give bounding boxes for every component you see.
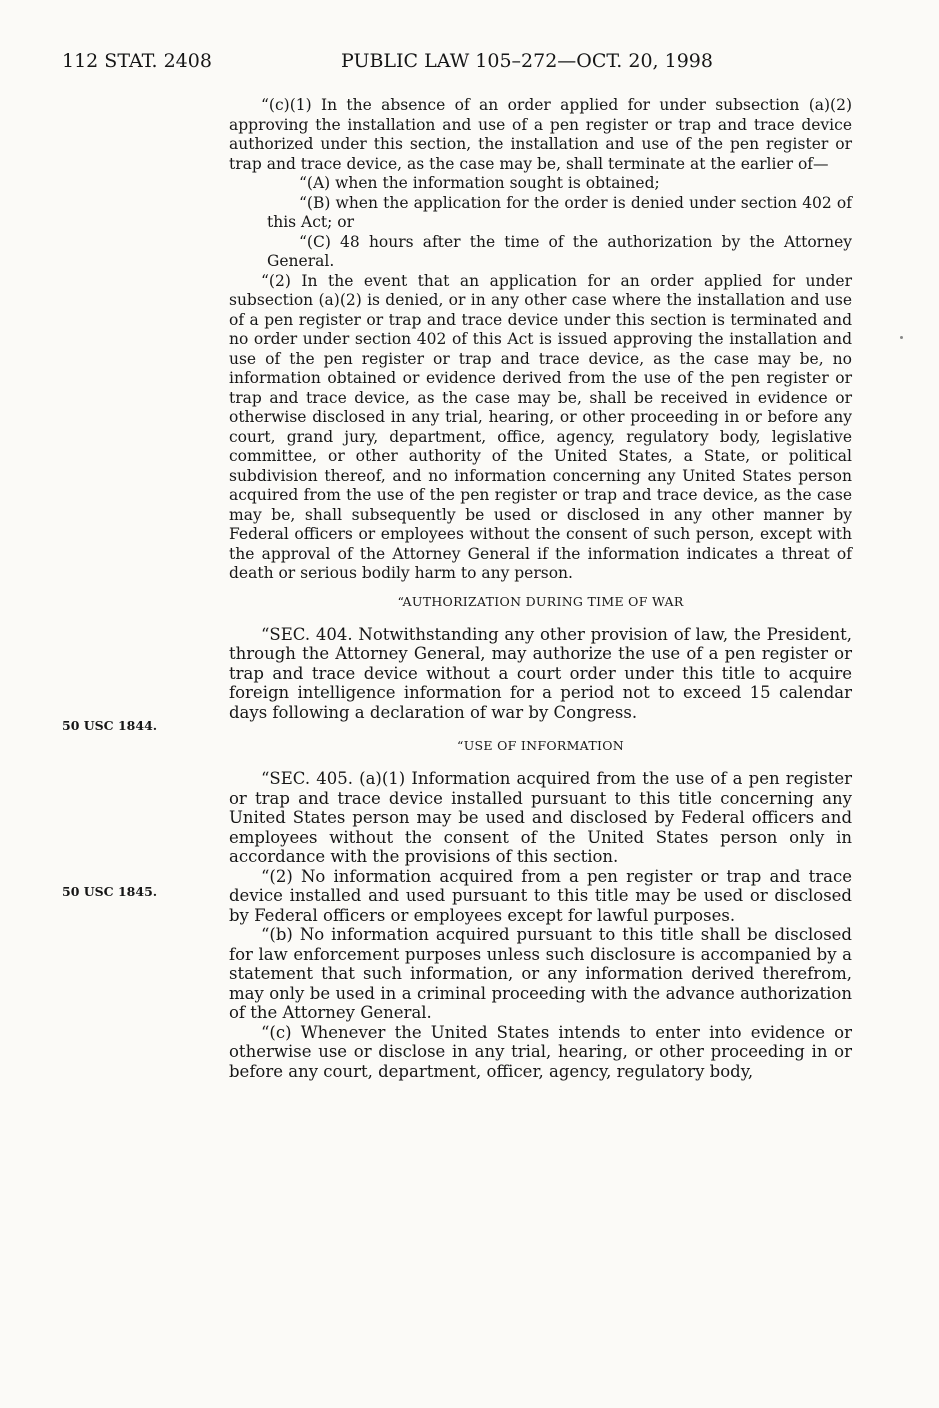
section-405-c: “(c) Whenever the United States intends to enter into evidence or otherwise use or disclose in any trial, hearing, or other proceeding in or before any court, department, officer, agency, regulatory body, bbox=[229, 1022, 852, 1081]
section-405-heading: “USE OF INFORMATION bbox=[457, 738, 624, 753]
body-column bbox=[229, 96, 852, 1081]
item-a: “(A) when the information sought is obtained; bbox=[299, 174, 660, 192]
section-405-a1: “SEC. 405. (a)(1) Information acquired from the use of a pen register or trap and trace device installed pursuant to this title concerning any United States person may be used and disclosed by Federal officers and employees without the consent of the United States person only in accordance with the provisions of this section. bbox=[229, 769, 852, 866]
page-reference: 112 STAT. 2408 bbox=[62, 50, 212, 72]
law-title: PUBLIC LAW 105–272—OCT. 20, 1998 bbox=[341, 50, 713, 72]
margin-note-1845: 50 USC 1845. bbox=[62, 884, 158, 899]
margin-note-1844: 50 USC 1844. bbox=[62, 718, 158, 733]
section-405-b: “(b) No information acquired pursuant to this title shall be disclosed for law enforcement purposes unless such disclosure is accompanied by a statement that such information, or any information derived therefrom, may only be used in a criminal proceeding with the advance authorization of the Attorney General. bbox=[229, 925, 852, 1022]
subsection-c2: “(2) In the event that an application for an order applied for under subsection (a)(2) is denied, or in any other case where the installation and use of a pen register or trap and trace device under this section is terminated and no order under section 402 of this Act is issued approving the installation and use of the pen register or trap and trace device, as the case may be, no information obtained or evidence derived from the use of the pen register or trap and trace device, as the case may be, shall be received in evidence or otherwise disclosed in any trial, hearing, or other proceeding in or before any court, grand jury, department, office, agency, regulatory body, legislative committee, or other authority of the United States, a State, or political subdivision thereof, and no information concerning any United States person acquired from the use of the pen register or trap and trace device, as the case may be, shall subsequently be used or disclosed in any other manner by Federal officers or employees without the consent of such person, except with the approval of the Attorney General if the information indicates a threat of death or serious bodily harm to any person. bbox=[229, 271, 852, 582]
section-404-text: “SEC. 404. Notwithstanding any other provision of law, the President, through the Attorney General, may authorize the use of a pen register or trap and trace device without a court order under this title to acquire foreign intelligence information for a period not to exceed 15 calendar days following a declaration of war by Congress. bbox=[229, 624, 852, 722]
page-header bbox=[62, 50, 762, 80]
section-404-heading: “AUTHORIZATION DURING TIME OF WAR bbox=[397, 593, 684, 609]
item-c: “(C) 48 hours after the time of the authorization by the Attorney General. bbox=[267, 232, 852, 270]
subsection-c1: “(c)(1) In the absence of an order applied for under subsection (a)(2) approving the installation and use of a pen register or trap and trace device authorized under this section, the installation and use of the pen register or trap and trace device, as the case may be, shall terminate at the earlier of— bbox=[229, 96, 852, 173]
item-b: “(B) when the application for the order is denied under section 402 of this Act; or bbox=[267, 193, 852, 231]
scan-speck bbox=[900, 336, 903, 339]
section-405-a2: “(2) No information acquired from a pen register or trap and trace device installed and used pursuant to this title may be used or disclosed by Federal officers or employees except for lawful purposes. bbox=[229, 866, 852, 925]
